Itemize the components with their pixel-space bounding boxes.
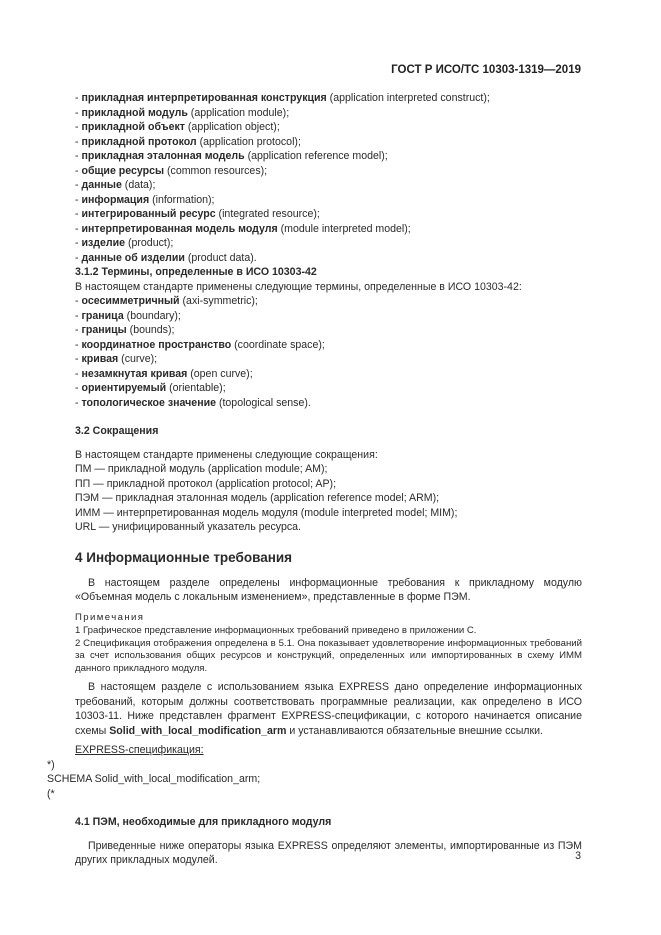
list-item: ПМ — прикладной модуль (application module; AM);: [75, 463, 328, 475]
list-item: ИММ — интерпретированная модель модуля (module interpreted model; MIM);: [75, 506, 458, 519]
list-item: - прикладная интерпретированная конструкция (application interpreted construct);: [75, 92, 490, 104]
list-item: - топологическое значение (topological sense).: [75, 396, 311, 409]
list-item: - прикладной протокол (application protocol);: [75, 135, 301, 148]
terms-list-a: [75, 91, 582, 265]
list-item: - незамкнутая кривая (open curve);: [75, 367, 253, 380]
paragraph: В настоящем разделе с использованием языка EXPRESS дано определение информационных требований, которым должны соответствовать программные реализации, как определено в ИСО 10303-11. Ниже представлен фрагмент EXPRESS-спецификации, с которого начинается описание схемы Solid_with_local_modification_arm и устанавливаются обязательные внешние ссылки.: [75, 681, 582, 737]
list-item: - координатное пространство (coordinate space);: [75, 338, 325, 351]
section-heading-4-1: 4.1 ПЭМ, необходимые для прикладного модуля: [75, 816, 332, 828]
list-item: - ориентируемый (orientable);: [75, 382, 226, 394]
note-2: 2 Спецификация отображения определена в 5.1. Она показывает удовлетворение информационных требований за счет использования общих ресурсов и конструкций, определенных или импортированных в схему ИММ данного прикладного модуля.: [75, 637, 582, 674]
section-heading-3-1-2: 3.1.2 Термины, определенные в ИСО 10303-42: [75, 266, 317, 278]
list-item: - информация (information);: [75, 193, 215, 206]
terms-list-b: [75, 294, 582, 410]
list-item: - прикладная эталонная модель (application reference model);: [75, 150, 388, 162]
paragraph: В настоящем разделе определены информационные требования к прикладному модулю «Объемная модель с локальным изменением», представленные в форме ПЭМ.: [75, 576, 582, 603]
notes-title: Примечания: [75, 611, 145, 623]
code-line: (*: [47, 787, 55, 800]
document-header: ГОСТ Р ИСО/ТС 10303-1319—2019: [391, 64, 581, 76]
list-item: - данные (data);: [75, 179, 156, 191]
list-item: - общие ресурсы (common resources);: [75, 164, 268, 177]
section-heading-4: 4 Информационные требования: [75, 549, 293, 565]
page-number: 3: [575, 850, 581, 862]
list-item: - прикладной модуль (application module);: [75, 106, 290, 119]
list-item: - кривая (curve);: [75, 353, 158, 365]
express-label: EXPRESS-спецификация:: [75, 744, 204, 756]
note-1: 1 Графическое представление информационных требований приведено в приложении С.: [75, 625, 477, 636]
list-item: - прикладной объект (application object);: [75, 121, 280, 133]
list-item: URL — унифицированный указатель ресурса.: [75, 521, 301, 533]
code-line: SCHEMA Solid_with_local_modification_arm;: [47, 773, 261, 785]
list-item: - интерпретированная модель модуля (module interpreted model);: [75, 222, 411, 235]
list-item: - граница (boundary);: [75, 309, 181, 322]
list-item: ПЭМ — прикладная эталонная модель (application reference model; ARM);: [75, 492, 440, 504]
section-intro: В настоящем стандарте применены следующие термины, определенные в ИСО 10303-42:: [75, 280, 522, 293]
page-content: [47, 91, 582, 868]
list-item: ПП — прикладной протокол (application protocol; AP);: [75, 477, 337, 490]
paragraph: Приведенные ниже операторы языка EXPRESS определяют элементы, импортированные из ПЭМ других прикладных модулей.: [75, 839, 582, 866]
section-intro: В настоящем стандарте применены следующие сокращения:: [75, 448, 378, 461]
list-item: - границы (bounds);: [75, 324, 175, 336]
list-item: - изделие (product);: [75, 237, 174, 249]
section-heading-3-2: 3.2 Сокращения: [75, 425, 159, 437]
list-item: - данные об изделии (product data).: [75, 251, 257, 264]
list-item: - осесимметричный (axi-symmetric);: [75, 295, 258, 307]
list-item: - интегрированный ресурс (integrated resource);: [75, 208, 320, 220]
code-line: *): [47, 758, 55, 771]
